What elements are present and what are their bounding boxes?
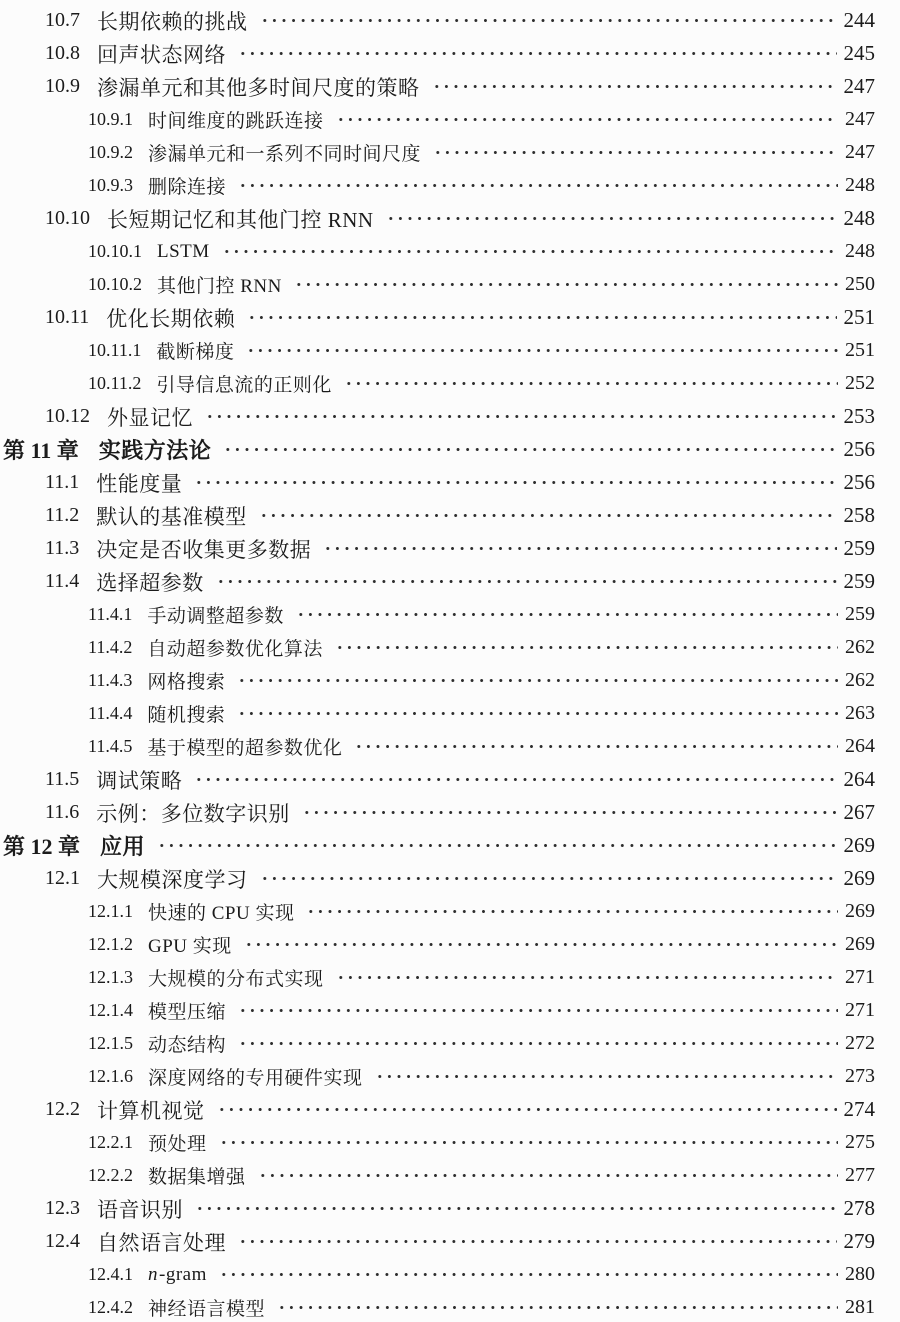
toc-entry-page: 262 — [845, 669, 875, 691]
toc-entry-row — [0, 169, 875, 202]
toc-entry-row — [0, 631, 875, 664]
toc-entry-page: 251 — [845, 339, 875, 361]
toc-entry-title: 自动超参数优化算法 — [147, 639, 323, 660]
toc-entry-number: 11.5 — [45, 768, 80, 790]
toc-entry-number: 12.1.1 — [88, 901, 133, 921]
toc-entry-title: 删除连接 — [148, 177, 227, 198]
toc-entry-page: 280 — [845, 1263, 875, 1285]
toc-entry-row — [0, 928, 875, 961]
toc-entry-title: 决定是否收集更多数据 — [96, 537, 312, 562]
toc-entry-title: 模型压缩 — [148, 1002, 227, 1023]
toc-entry-number: 10.10 — [45, 207, 90, 229]
toc-entry-page: 264 — [843, 767, 875, 791]
toc-entry-number: 12.3 — [45, 1197, 80, 1219]
toc-leader-dots — [258, 4, 837, 37]
toc-entry-row — [0, 367, 875, 400]
toc-leader-dots — [236, 1225, 837, 1258]
toc-entry-number: 12.2.2 — [88, 1165, 133, 1185]
toc-entry-row — [0, 1291, 875, 1322]
toc-entry-page: 271 — [845, 966, 875, 988]
toc-entry-row — [0, 301, 875, 334]
toc-entry-page: 253 — [843, 404, 875, 428]
toc-entry-page: 247 — [845, 141, 875, 163]
toc-entry-title: 长期依赖的挑战 — [97, 9, 248, 34]
toc-entry-title: 自然语言处理 — [97, 1230, 226, 1255]
toc-entry-number: 10.11 — [45, 306, 90, 328]
toc-entry-title: 默认的基准模型 — [96, 504, 247, 529]
toc-entry-page: 256 — [843, 470, 875, 494]
toc-entry-title: 外显记忆 — [107, 405, 193, 430]
toc-leader-dots — [256, 1159, 838, 1192]
toc-list — [0, 4, 875, 1322]
toc-entry-title: GPU 实现 — [148, 936, 232, 957]
toc-entry-page: 247 — [845, 108, 875, 130]
toc-entry-title: 性能度量 — [96, 471, 183, 496]
toc-entry-number: 12.1.2 — [88, 934, 133, 954]
toc-entry-page: 269 — [845, 933, 875, 955]
toc-entry-number: 10.12 — [45, 405, 90, 427]
toc-entry-title: 长短期记忆和其他门控 RNN — [107, 207, 374, 232]
toc-entry-title: 手动调整超参数 — [147, 606, 284, 627]
toc-entry-title: 深度网络的专用硬件实现 — [148, 1068, 363, 1089]
toc-entry-title: 大规模的分布式实现 — [148, 969, 324, 990]
toc-chapter-row — [0, 433, 875, 466]
toc-entry-page: 259 — [843, 569, 875, 593]
toc-entry-title: 动态结构 — [148, 1035, 227, 1056]
toc-leader-dots — [214, 565, 837, 598]
toc-leader-dots — [236, 169, 838, 202]
toc-entry-number: 10.10.1 — [88, 241, 142, 261]
toc-entry-title: 渗漏单元和其他多时间尺度的策略 — [97, 75, 420, 100]
toc-entry-title: n-gram — [148, 1263, 207, 1285]
toc-entry-page: 263 — [845, 702, 875, 724]
toc-entry-row — [0, 532, 875, 565]
toc-entry-page: 273 — [845, 1065, 875, 1087]
toc-entry-row — [0, 136, 875, 169]
toc-entry-number: 11.4.5 — [88, 736, 133, 756]
toc-entry-title: 时间维度的跳跃连接 — [148, 111, 324, 132]
toc-leader-dots — [235, 697, 838, 730]
toc-entry-number: 12.1.5 — [88, 1033, 133, 1053]
toc-entry-row — [0, 37, 875, 70]
toc-entry-number: 12.4.1 — [88, 1264, 133, 1284]
toc-entry-row — [0, 268, 875, 301]
toc-entry-title: 网格搜索 — [147, 672, 226, 693]
toc-entry-title: 回声状态网络 — [97, 42, 226, 67]
toc-entry-row — [0, 1060, 875, 1093]
toc-entry-page: 275 — [845, 1131, 875, 1153]
toc-entry-number: 11.1 — [45, 471, 80, 493]
toc-leader-dots — [242, 928, 838, 961]
toc-entry-page: 281 — [845, 1296, 875, 1318]
toc-leader-dots — [334, 103, 838, 136]
toc-leader-dots — [431, 136, 838, 169]
toc-entry-row — [0, 235, 875, 268]
toc-leader-dots — [217, 1126, 838, 1159]
toc-entry-page: 271 — [845, 999, 875, 1021]
toc-entry-title: 其他门控 RNN — [157, 276, 282, 297]
toc-entry-row — [0, 4, 875, 37]
toc-entry-page: 269 — [843, 866, 875, 890]
toc-entry-title: 数据集增强 — [148, 1167, 246, 1188]
toc-leader-dots — [257, 499, 837, 532]
toc-entry-row — [0, 1192, 875, 1225]
toc-leader-dots — [292, 268, 838, 301]
toc-leader-dots — [352, 730, 838, 763]
toc-entry-page: 248 — [845, 174, 875, 196]
toc-entry-row — [0, 1093, 875, 1126]
toc-entry-page: 256 — [843, 437, 875, 461]
toc-entry-title: 随机搜索 — [147, 705, 226, 726]
toc-entry-number: 12.4 — [45, 1230, 80, 1252]
toc-leader-dots — [373, 1060, 838, 1093]
toc-leader-dots — [236, 1027, 838, 1060]
toc-leader-dots — [334, 961, 838, 994]
toc-leader-dots — [333, 631, 838, 664]
toc-leader-dots — [430, 70, 837, 103]
toc-entry-page: 259 — [843, 536, 875, 560]
toc-entry-title: 实践方法论 — [98, 438, 212, 463]
toc-entry-title: LSTM — [157, 240, 210, 262]
toc-leader-dots — [236, 37, 837, 70]
toc-entry-row — [0, 697, 875, 730]
toc-entry-row — [0, 400, 875, 433]
toc-entry-title: 引导信息流的正则化 — [156, 375, 332, 396]
toc-entry-number: 11.4.3 — [88, 670, 133, 690]
toc-entry-row — [0, 763, 875, 796]
toc-entry-number: 11.4.2 — [88, 637, 133, 657]
toc-entry-number: 11.4 — [45, 570, 80, 592]
toc-entry-page: 251 — [843, 305, 875, 329]
toc-leader-dots — [193, 1192, 837, 1225]
toc-entry-row — [0, 796, 875, 829]
toc-entry-page: 274 — [843, 1097, 875, 1121]
toc-entry-title: 示例：多位数字识别 — [96, 801, 290, 826]
toc-entry-row — [0, 1027, 875, 1060]
toc-entry-row — [0, 499, 875, 532]
toc-entry-title: 调试策略 — [96, 768, 183, 793]
toc-leader-dots — [236, 994, 838, 1027]
toc-entry-page: 262 — [845, 636, 875, 658]
toc-leader-dots — [300, 796, 837, 829]
toc-leader-dots — [294, 598, 838, 631]
toc-entry-row — [0, 1159, 875, 1192]
toc-leader-dots — [220, 235, 838, 268]
toc-entry-page: 245 — [843, 41, 875, 65]
toc-entry-number: 10.8 — [45, 42, 80, 64]
toc-entry-number: 12.1 — [45, 867, 80, 889]
toc-leader-dots — [192, 466, 836, 499]
toc-entry-number: 11.2 — [45, 504, 80, 526]
toc-entry-row — [0, 598, 875, 631]
toc-leader-dots — [342, 367, 838, 400]
toc-leader-dots — [203, 400, 837, 433]
toc-leader-dots — [192, 763, 836, 796]
toc-entry-page: 277 — [845, 1164, 875, 1186]
toc-leader-dots — [221, 433, 836, 466]
toc-entry-number: 11.4.4 — [88, 703, 133, 723]
toc-chapter-row — [0, 829, 875, 862]
toc-leader-dots — [275, 1291, 838, 1322]
toc-entry-title: 快速的 CPU 实现 — [148, 903, 295, 924]
toc-entry-number: 11.4.1 — [88, 604, 133, 624]
toc-entry-page: 258 — [843, 503, 875, 527]
toc-entry-page: 247 — [843, 74, 875, 98]
toc-entry-number: 11.6 — [45, 801, 80, 823]
toc-entry-number: 10.9.2 — [88, 142, 133, 162]
toc-leader-dots — [217, 1258, 838, 1291]
toc-entry-number: 12.2 — [45, 1098, 80, 1120]
toc-entry-title: 优化长期依赖 — [106, 306, 236, 331]
toc-entry-row — [0, 1126, 875, 1159]
toc-entry-number: 12.4.2 — [88, 1297, 133, 1317]
toc-entry-row — [0, 664, 875, 697]
toc-entry-page: 252 — [845, 372, 875, 394]
toc-entry-row — [0, 862, 875, 895]
toc-leader-dots — [245, 301, 836, 334]
toc-entry-title: 选择超参数 — [96, 570, 204, 595]
toc-entry-title: 应用 — [100, 834, 146, 859]
toc-entry-title: 神经语言模型 — [148, 1299, 266, 1320]
toc-entry-row — [0, 895, 875, 928]
toc-entry-number: 10.10.2 — [88, 274, 142, 294]
toc-entry-title: 大规模深度学习 — [97, 867, 248, 892]
toc-entry-page: 244 — [843, 8, 875, 32]
toc-entry-row — [0, 565, 875, 598]
toc-leader-dots — [384, 202, 837, 235]
toc-entry-number: 12.1.4 — [88, 1000, 133, 1020]
toc-entry-number: 12.2.1 — [88, 1132, 133, 1152]
toc-entry-page: 250 — [845, 273, 875, 295]
toc-leader-dots — [321, 532, 836, 565]
toc-entry-title: 语音识别 — [97, 1197, 183, 1222]
toc-entry-page: 272 — [845, 1032, 875, 1054]
toc-entry-row — [0, 961, 875, 994]
toc-entry-page: 259 — [845, 603, 875, 625]
toc-entry-title: 计算机视觉 — [97, 1098, 205, 1123]
toc-leader-dots — [304, 895, 838, 928]
toc-entry-row — [0, 202, 875, 235]
toc-leader-dots — [215, 1093, 837, 1126]
toc-entry-page: 269 — [843, 833, 875, 857]
toc-leader-dots — [258, 862, 837, 895]
toc-entry-row — [0, 1225, 875, 1258]
toc-entry-number: 10.11.2 — [88, 373, 142, 393]
toc-entry-row — [0, 730, 875, 763]
toc-entry-row — [0, 466, 875, 499]
toc-entry-page: 279 — [843, 1229, 875, 1253]
toc-entry-page: 248 — [845, 240, 875, 262]
toc-entry-row — [0, 70, 875, 103]
toc-entry-number: 第 11 章 — [3, 438, 79, 463]
toc-entry-number: 10.9 — [45, 75, 80, 97]
toc-leader-dots — [244, 334, 838, 367]
toc-entry-page: 267 — [843, 800, 875, 824]
toc-entry-number: 12.1.3 — [88, 967, 133, 987]
toc-leader-dots — [155, 829, 836, 862]
toc-entry-number: 第 12 章 — [3, 834, 81, 859]
toc-entry-row — [0, 334, 875, 367]
toc-entry-number: 10.11.1 — [88, 340, 142, 360]
toc-entry-number: 10.9.1 — [88, 109, 133, 129]
toc-entry-title: 预处理 — [148, 1134, 207, 1155]
toc-entry-page: 264 — [845, 735, 875, 757]
toc-entry-page: 269 — [845, 900, 875, 922]
toc-entry-number: 12.1.6 — [88, 1066, 133, 1086]
toc-entry-page: 278 — [843, 1196, 875, 1220]
toc-entry-title: 截断梯度 — [156, 342, 235, 363]
toc-entry-title: 渗漏单元和一系列不同时间尺度 — [148, 144, 422, 165]
toc-entry-number: 10.9.3 — [88, 175, 133, 195]
toc-entry-row — [0, 103, 875, 136]
toc-entry-title: 基于模型的超参数优化 — [147, 738, 343, 759]
toc-leader-dots — [235, 664, 838, 697]
toc-entry-row — [0, 1258, 875, 1291]
toc-entry-page: 248 — [843, 206, 875, 230]
toc-entry-number: 10.7 — [45, 9, 80, 31]
toc-entry-row — [0, 994, 875, 1027]
toc-entry-number: 11.3 — [45, 537, 80, 559]
